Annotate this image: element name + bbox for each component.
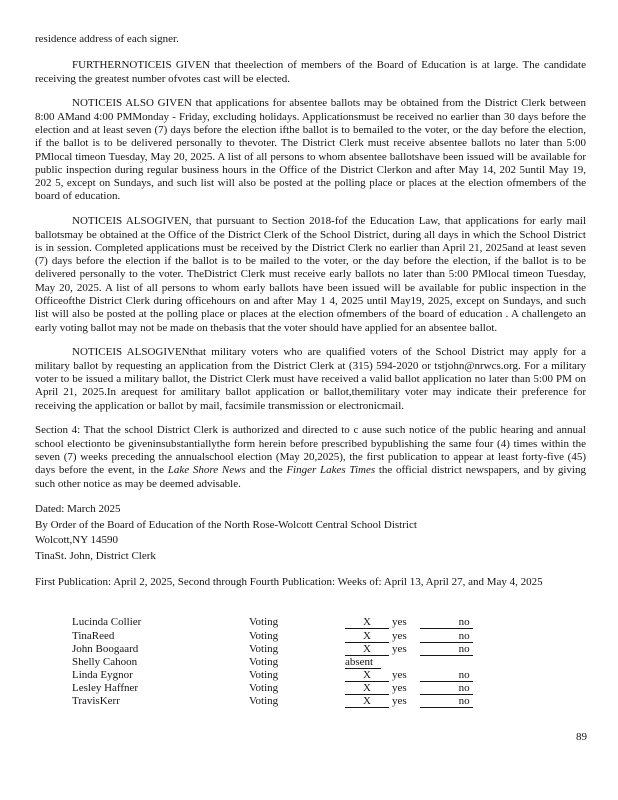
yes-label: yes	[392, 682, 407, 695]
paragraph-further-notice: FURTHERNOTICEIS GIVEN that theelection of members of the Board of Education is at large. The candidate receiving the greatest number ofvotes cast will be elected.	[35, 59, 586, 85]
publication-line: First Publication: April 2, 2025, Second through Fourth Publication: Weeks of: April 13, April 27, and May 4, 2025	[35, 576, 543, 589]
no-blank: no	[420, 682, 473, 695]
yes-blank	[345, 669, 389, 682]
vote-result	[345, 669, 586, 682]
vote-row	[72, 630, 586, 643]
vote-result	[345, 656, 586, 669]
yes-blank	[345, 695, 389, 708]
vote-row	[72, 616, 586, 629]
vote-result	[345, 630, 586, 643]
vote-result	[345, 695, 586, 708]
no-blank: no	[420, 643, 473, 656]
yes-blank	[345, 643, 389, 656]
newspaper-lake-shore-news: Lake Shore News	[167, 464, 246, 477]
voter-name: Linda Eygnor	[72, 669, 133, 682]
no-blank: no	[420, 695, 473, 708]
closing-block	[35, 502, 586, 564]
yes-mark: X	[363, 669, 371, 682]
voter-name: Lesley Haffner	[72, 682, 139, 695]
section4-text-3: the official district newspapers, and by giving such other notice as may be deemed advisable.	[35, 464, 586, 490]
yes-label: yes	[392, 629, 407, 642]
paragraph-early-mail-notice: NOTICEIS ALSOGIVEN, that pursuant to Section 2018-fof the Education Law, that applications for early mail ballotsmay be obtained at the Office of the District Clerk of the School District, during all days in which the School District is in session. Completed applications must be received by the District Clerk no earlier than April 21, 2025and at least seven (7) days before the election if the ballot is to be mailed to the voter, or the day before the election, if the ballot is to be delivered personally to the voter. TheDistrict Clerk must receive early ballots no later than 5:00 PMlocal timeon Tuesday, May 20, 2025. A list of all persons to whom early ballots have been issued will be available for public inspection in the Officeofthe District Clerk during officehours on and after May 1 4, 2025 until May19, 2025, except on Sundays, and such list will also be posted at the polling place or places at the election ofmembers of the board of education . A challengeto an early voting ballot may not be made on thebasis that the voter should have applied for an absentee ballot.	[35, 215, 586, 334]
clerk-line: TinaSt. John, District Clerk	[35, 549, 156, 562]
no-blank: no	[420, 669, 473, 682]
yes-mark: X	[363, 682, 371, 695]
intro-line: residence address of each signer.	[35, 33, 179, 45]
section4-text-2: and the	[245, 464, 287, 477]
vote-type: Voting	[249, 655, 279, 668]
address-line: Wolcott,NY 14590	[35, 534, 119, 547]
paragraph-absentee-notice: NOTICEIS ALSO GIVEN that applications for absentee ballots may be obtained from the District Clerk between 8:00 AMand 4:00 PMMonday - Friday, excluding holidays. Applicationsmust be received no earlier than 30 days before the election and at least seven (7) days before the election ifthe ballot is to bemailed to the voter, or the day before the election, if the ballot is to be delivered personally to thevoter. The District Clerk must receive absentee ballots no later than 5:00 PMlocal timeon Tuesday, May 20, 2025. A list of all persons to whom absentee ballotshave been issued will be available for public inspection during regular business hours in the Office of the District Clerkon and after May 14, 202 5until May 19, 202 5, except on Sundays, and such list will also be posted at the polling place or places at the election ofmembers of the board of education.	[35, 97, 586, 203]
by-order-line: By Order of the Board of Education of the North Rose-Wolcott Central School District	[35, 518, 417, 531]
yes-label: yes	[392, 695, 407, 708]
yes-blank	[345, 630, 389, 643]
voter-name: TravisKerr	[72, 695, 120, 708]
yes-label: yes	[392, 642, 407, 655]
vote-row	[72, 682, 586, 695]
vote-type: Voting	[249, 642, 279, 655]
voter-name: Shelly Cahoon	[72, 655, 138, 668]
no-blank: no	[420, 630, 473, 643]
page-number: 89	[576, 731, 587, 743]
absent-label: absent	[345, 656, 381, 669]
yes-mark: X	[363, 642, 371, 655]
vote-type: Voting	[249, 629, 279, 642]
dated-line: Dated: March 2025	[35, 503, 121, 516]
yes-label: yes	[392, 669, 407, 682]
voter-name: Lucinda Collier	[72, 616, 142, 629]
no-blank: no	[420, 616, 473, 629]
vote-result	[345, 643, 586, 656]
yes-label: yes	[392, 616, 407, 629]
section4-text-1: Section 4: That the school District Clerk is authorized and directed to c ause such notice of the public hearing and annual school electionto be giveninsubstantiallythe form herein before prescribed bypublishing the same four (4) times within the seven (7) weeks preceding the annualschool election (May 20,2025), the first publication to appear at least forty-five (45) days before the event, in the	[35, 424, 586, 477]
yes-mark: X	[363, 616, 371, 629]
voter-name: TinaReed	[72, 629, 115, 642]
vote-table	[72, 616, 586, 708]
paragraph-section4	[35, 424, 586, 490]
vote-row	[72, 695, 586, 708]
vote-row	[72, 656, 586, 669]
vote-result	[345, 682, 586, 695]
yes-mark: X	[363, 695, 371, 708]
vote-type: Voting	[249, 682, 279, 695]
yes-mark: X	[363, 629, 371, 642]
vote-type: Voting	[249, 616, 279, 629]
yes-blank	[345, 682, 389, 695]
yes-blank	[345, 616, 389, 629]
vote-type: Voting	[249, 695, 279, 708]
voter-name: John Boogaard	[72, 642, 139, 655]
vote-result	[345, 616, 586, 629]
vote-row	[72, 643, 586, 656]
paragraph-military-notice: NOTICEIS ALSOGIVENthat military voters who are qualified voters of the School District may apply for a military ballot by requesting an application from the District Clerk at (315) 594-2020 or tstjohn@nrwcs.org. For a military voter to be issued a military ballot, the District Clerk must have received a valid ballot application no later than 5:00 PM on April 21, 2025.In arequest for amilitary ballot application or ballot,themilitary voter may indicate their preference for receiving the application or ballot by mail, facsimile transmission or electronicmail.	[35, 346, 586, 412]
newspaper-finger-lakes-times: Finger Lakes Times	[286, 464, 376, 477]
vote-row	[72, 669, 586, 682]
vote-type: Voting	[249, 669, 279, 682]
